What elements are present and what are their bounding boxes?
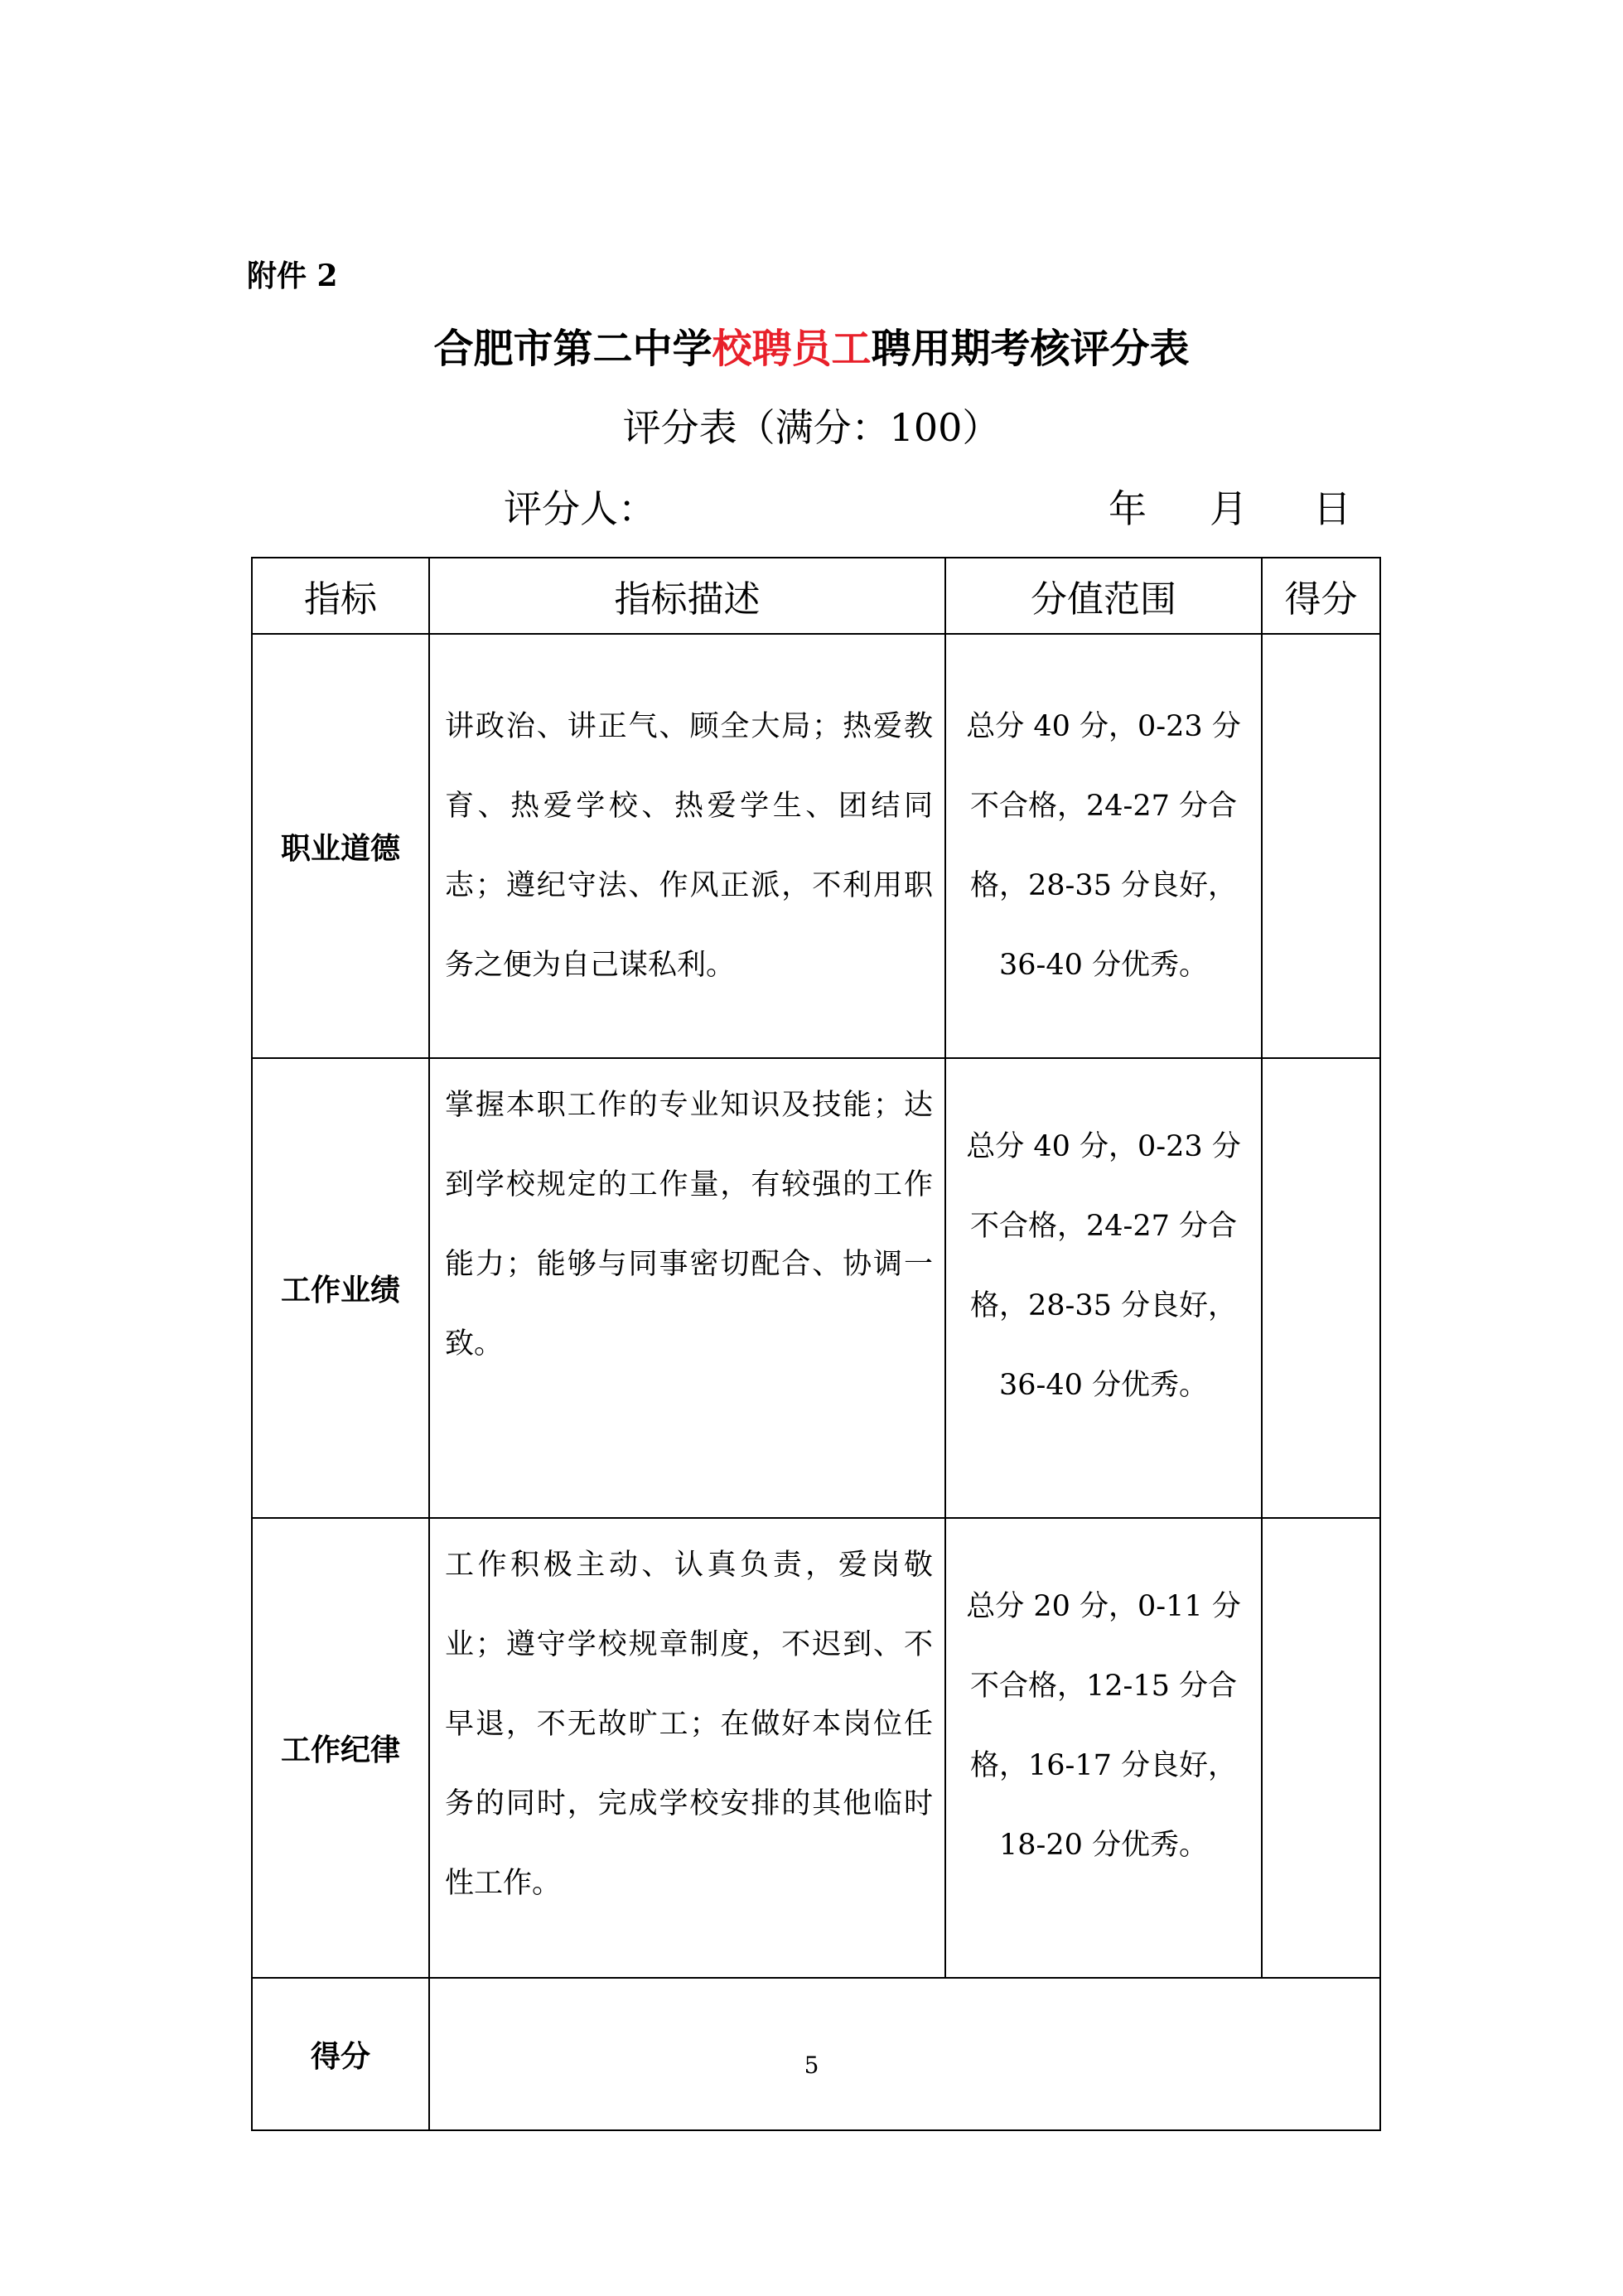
- indicator-cell: 工作纪律: [252, 1518, 429, 1978]
- date-year-label: 年: [1109, 486, 1147, 531]
- indicator-cell: 职业道德: [252, 634, 429, 1058]
- subtitle: 评分表（满分：100）: [622, 405, 1001, 450]
- date-month-label: 月: [1210, 486, 1248, 531]
- score-cell[interactable]: [1262, 1518, 1380, 1978]
- column-header-score: 得分: [1262, 558, 1380, 634]
- total-label: 得分: [252, 1978, 429, 2130]
- range-cell: 总分 40 分，0-23 分不合格，24-27 分合格，28-35 分良好，36-40 分优秀。: [945, 1058, 1262, 1518]
- range-cell: 总分 40 分，0-23 分不合格，24-27 分合格，28-35 分良好，36-40 分优秀。: [945, 634, 1262, 1058]
- date-day-label: 日: [1313, 486, 1351, 531]
- indicator-cell: 工作业绩: [252, 1058, 429, 1518]
- scorer-label: 评分人：: [504, 486, 656, 531]
- column-header-indicator: 指标: [252, 558, 429, 634]
- description-cell: 工作积极主动、认真负责，爱岗敬业；遵守学校规章制度，不迟到、不早退，不无故旷工；在做好本岗位任务的同时，完成学校安排的其他临时性工作。: [429, 1518, 945, 1978]
- page-number: 5: [804, 2052, 819, 2079]
- attachment-label: 附件 2: [247, 259, 338, 293]
- column-header-range: 分值范围: [945, 558, 1262, 634]
- table-row: [252, 634, 1380, 1058]
- description-cell: 讲政治、讲正气、顾全大局；热爱教育、热爱学校、热爱学生、团结同志；遵纪守法、作风正派，不利用职务之便为自己谋私利。: [429, 634, 945, 1058]
- table-row: [252, 1058, 1380, 1518]
- title-part-2: 聘用期考核评分表: [871, 326, 1190, 372]
- column-header-description: 指标描述: [429, 558, 945, 634]
- page-title: [0, 317, 1623, 374]
- date-line: [1109, 479, 1351, 534]
- score-cell[interactable]: [1262, 634, 1380, 1058]
- table-row: [252, 1518, 1380, 1978]
- title-highlight: 校聘员工: [712, 326, 872, 372]
- range-cell: 总分 20 分，0-11 分不合格，12-15 分合格，16-17 分良好，18-20 分优秀。: [945, 1518, 1262, 1978]
- evaluation-table: [251, 557, 1381, 2131]
- table-header-row: [252, 558, 1380, 634]
- description-cell: 掌握本职工作的专业知识及技能；达到学校规定的工作量，有较强的工作能力；能够与同事密切配合、协调一致。: [429, 1058, 945, 1518]
- title-part-1: 合肥市第二中学: [433, 326, 712, 372]
- score-cell[interactable]: [1262, 1058, 1380, 1518]
